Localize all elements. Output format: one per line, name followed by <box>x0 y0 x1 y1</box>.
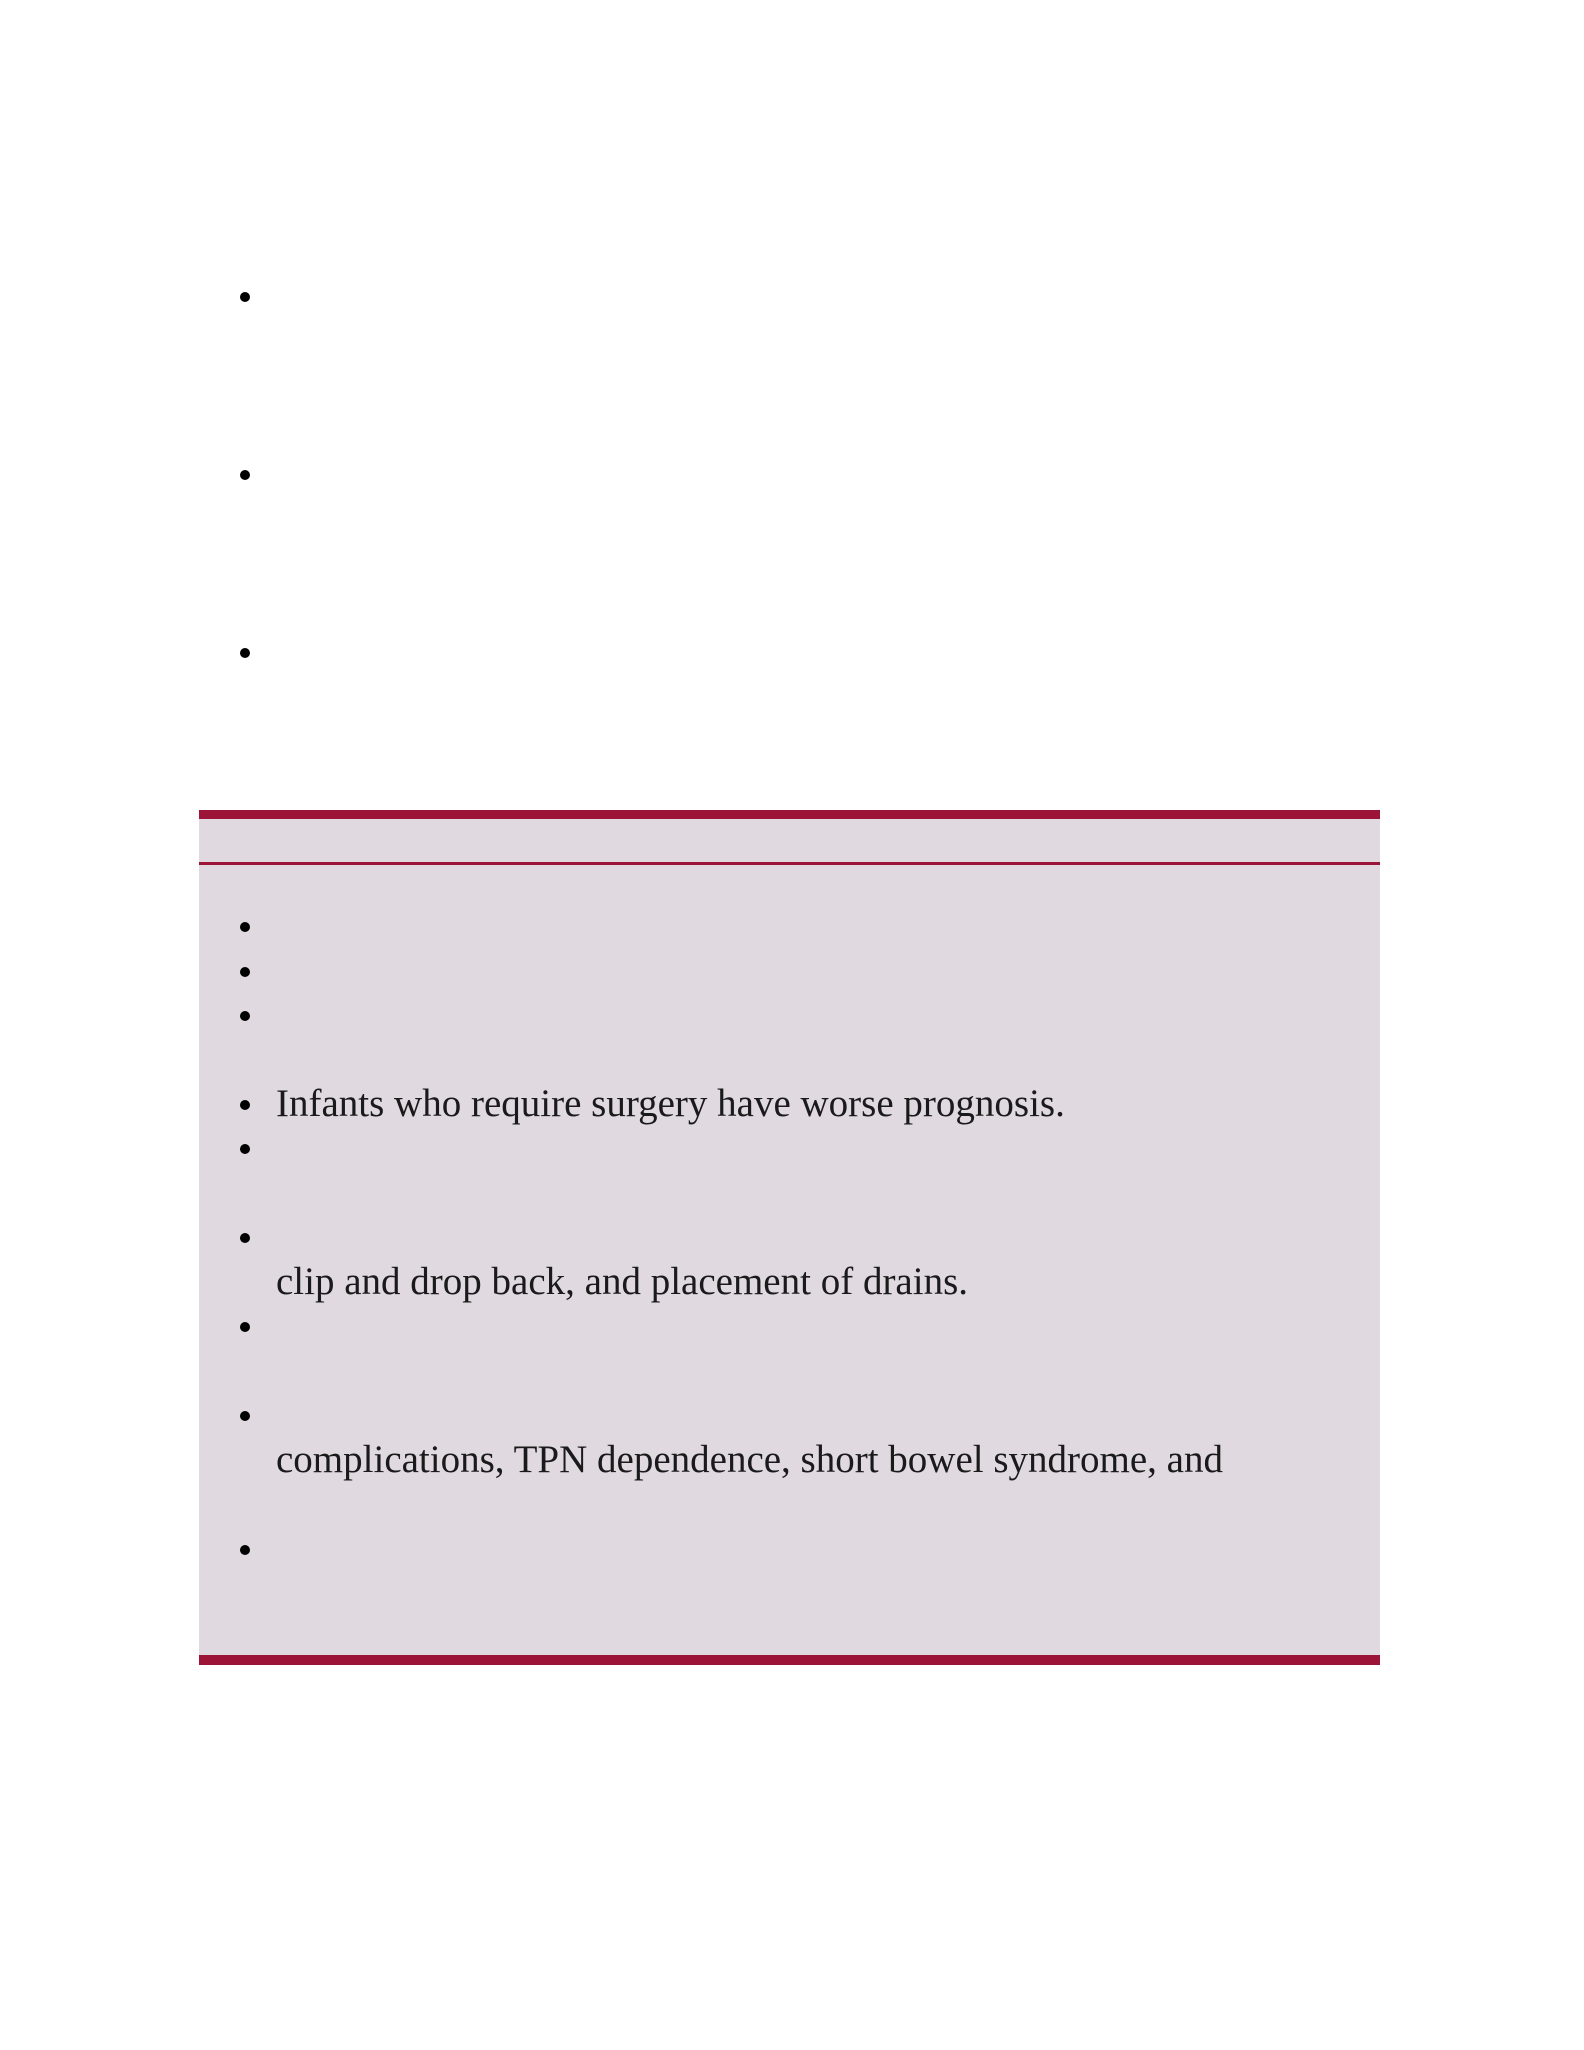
box-top-rule <box>199 810 1380 819</box>
list-bullet <box>240 470 250 480</box>
list-bullet <box>240 1233 250 1243</box>
list-bullet <box>240 1322 250 1332</box>
list-bullet <box>240 967 250 977</box>
list-bullet <box>240 1011 250 1021</box>
list-bullet <box>240 292 250 302</box>
list-bullet <box>240 922 250 932</box>
box-list-item-text: Infants who require surgery have worse prognosis. <box>276 1082 1065 1125</box>
list-bullet <box>240 648 250 658</box>
box-list-item-text: complications, TPN dependence, short bowel syndrome, and <box>276 1438 1223 1481</box>
list-bullet <box>240 1144 250 1154</box>
list-bullet <box>240 1411 250 1421</box>
list-bullet <box>240 1545 250 1555</box>
box-list-item-text: clip and drop back, and placement of drains. <box>276 1260 969 1303</box>
box-header-rule <box>199 862 1380 865</box>
box-bottom-rule <box>199 1655 1380 1665</box>
key-points-box <box>199 810 1380 1665</box>
list-bullet <box>240 1100 250 1110</box>
